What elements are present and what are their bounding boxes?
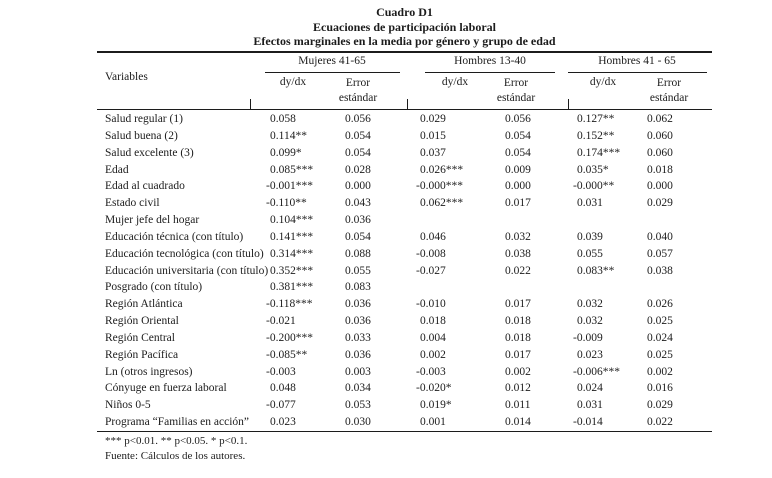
table-row [0,195,772,212]
row-value: 0.026*** [420,163,464,176]
row-value: 0.023 [270,416,296,429]
row-value: 0.029 [647,197,673,210]
row-value: 0.352*** [270,264,314,277]
row-value: 0.127** [577,113,615,125]
table-title-block [97,5,712,49]
row-variable: Edad [105,163,129,176]
table-row [0,128,772,145]
subheader-error-line2: estándar [649,92,689,104]
row-variable: Salud excelente (3) [105,146,194,159]
row-value: 0.053 [345,399,371,412]
column-divider-tick [568,99,569,109]
row-value: 0.056 [345,113,371,125]
row-value: -0.000*** [416,180,463,193]
table-row [0,212,772,229]
row-value: 0.017 [505,298,531,311]
row-variable: Estado civil [105,197,160,210]
row-value: 0.036 [345,315,371,328]
row-variable: Posgrado (con título) [105,281,203,294]
table-row [0,246,772,263]
significance-note: *** p<0.01. ** p<0.05. * p<0.1. [105,435,248,447]
row-value: 0.088 [345,247,371,260]
table-row [0,145,772,162]
table-row [0,414,772,431]
row-value: 0.054 [345,129,371,142]
row-value: -0.020* [416,382,452,395]
table-row [0,313,772,330]
table-row [0,296,772,313]
subheader-error-line1: Error [503,77,529,89]
row-value: 0.043 [345,197,371,210]
row-value: 0.039 [577,230,603,243]
row-value: -0.006*** [573,365,620,378]
row-variable: Salud buena (2) [105,129,178,142]
column-divider-tick [250,99,251,109]
row-value: 0.032 [577,315,603,328]
row-value: 0.034 [345,382,371,395]
row-value: 0.011 [505,399,531,412]
row-variable: Ln (otros ingresos) [105,365,193,378]
row-value: 0.018 [647,163,673,176]
row-value: 0.017 [505,197,531,210]
row-value: 0.314*** [270,247,314,260]
row-value: 0.028 [345,163,371,176]
row-variable: Educación tecnológica (con título) [105,247,264,260]
row-value: 0.174*** [577,146,621,159]
row-variable: Cónyuge en fuerza laboral [105,382,227,395]
table-top-rule [97,51,712,53]
variables-header: Variables [105,71,148,83]
table-row [0,347,772,364]
row-value: 0.048 [270,382,296,395]
row-variable: Mujer jefe del hogar [105,214,200,227]
row-value: 0.031 [577,399,603,412]
row-variable: Educación universitaria (con título) [105,264,269,277]
row-value: 0.003 [345,365,371,378]
row-value: 0.032 [577,298,603,311]
group1-underline [265,72,400,73]
row-value: 0.057 [647,247,673,260]
subheader-error-estandar [339,76,377,106]
row-value: 0.054 [345,230,371,243]
row-value: 0.054 [505,129,531,142]
subheader-dydx: dy/dx [441,76,469,88]
group-header-hombres-13-40: Hombres 13-40 [454,55,526,67]
table-row [0,229,772,246]
subheader-error-line1: Error [656,77,682,89]
row-value: 0.038 [505,247,531,260]
row-value: -0.077 [266,399,296,412]
table-row [0,397,772,414]
row-variable: Educación técnica (con título) [105,230,244,243]
row-value: 0.083 [345,281,371,294]
row-value: 0.058 [270,113,296,125]
row-value: 0.141*** [270,230,314,243]
group2-underline [425,72,555,73]
table-title: Ecuaciones de participación laboral [313,19,496,34]
row-value: 0.114** [270,129,307,142]
row-value: 0.040 [647,230,673,243]
table-row [0,279,772,296]
row-value: 0.029 [420,113,446,125]
row-value: 0.009 [505,163,531,176]
row-value: 0.030 [345,416,371,429]
row-variable: Región Central [105,331,175,344]
row-value: 0.038 [647,264,673,277]
row-value: 0.014 [505,416,531,429]
row-value: 0.018 [420,315,446,328]
row-value: 0.083** [577,264,615,277]
row-variable: Región Oriental [105,315,179,328]
subheader-dydx: dy/dx [589,76,617,88]
row-value: 0.036 [345,348,371,361]
table-row [0,380,772,397]
row-variable: Región Atlántica [105,298,183,311]
row-value: -0.014 [573,416,603,429]
row-variable: Región Pacífica [105,348,179,361]
row-value: 0.056 [505,113,531,125]
row-value: 0.060 [647,146,673,159]
subheader-error-line2: estándar [338,92,378,104]
row-value: 0.055 [577,247,603,260]
row-variable: Salud regular (1) [105,113,183,125]
row-variable: Edad al cuadrado [105,180,185,193]
row-value: 0.022 [505,264,531,277]
row-value: 0.024 [577,382,603,395]
row-value: 0.032 [505,230,531,243]
subheader-error-estandar [497,76,535,106]
subheader-error-line1: Error [345,77,371,89]
table-row [0,330,772,347]
row-value: 0.018 [505,315,531,328]
row-value: 0.019* [420,399,452,412]
row-value: 0.023 [577,348,603,361]
source-note: Fuente: Cálculos de los autores. [105,450,246,462]
row-value: 0.033 [345,331,371,344]
row-value: 0.026 [647,298,673,311]
row-value: 0.018 [505,331,531,344]
group3-underline [568,72,707,73]
header-bottom-rule [97,109,712,110]
row-value: 0.031 [577,197,603,210]
row-value: 0.022 [647,416,673,429]
table-row [0,162,772,179]
group-header-mujeres-41-65: Mujeres 41-65 [298,55,366,67]
row-value: 0.002 [420,348,446,361]
table-row [0,263,772,280]
row-value: -0.003 [416,365,446,378]
row-value: 0.000 [345,180,371,193]
row-value: 0.381*** [270,281,314,294]
row-value: 0.054 [505,146,531,159]
row-value: -0.027 [416,264,446,277]
row-value: 0.017 [505,348,531,361]
row-value: 0.085*** [270,163,314,176]
row-value: 0.025 [647,315,673,328]
table-row [0,111,772,128]
row-value: 0.062*** [420,197,464,210]
row-value: 0.002 [647,365,673,378]
row-value: 0.104*** [270,214,314,227]
row-value: 0.035* [577,163,609,176]
row-value: 0.001 [420,416,446,429]
table-row [0,178,772,195]
subheader-error-estandar [650,76,688,106]
subheader-dydx: dy/dx [279,76,307,88]
row-value: 0.054 [345,146,371,159]
row-value: -0.110** [266,197,307,210]
row-value: 0.099* [270,146,302,159]
row-value: 0.012 [505,382,531,395]
row-value: -0.085** [266,348,308,361]
row-value: 0.024 [647,331,673,344]
row-variable: Programa “Familias en acción” [105,416,250,429]
row-value: -0.010 [416,298,446,311]
table-bottom-rule [97,431,712,432]
row-value: 0.060 [647,129,673,142]
row-value: -0.008 [416,247,446,260]
row-value: -0.200*** [266,331,313,344]
table-subtitle: Efectos marginales en la media por género y grupo de edad [253,34,556,48]
row-value: 0.046 [420,230,446,243]
row-value: 0.025 [647,348,673,361]
row-value: 0.037 [420,146,446,159]
row-value: 0.062 [647,113,673,125]
row-value: 0.036 [345,214,371,227]
row-value: 0.015 [420,129,446,142]
row-value: 0.002 [505,365,531,378]
column-divider-tick [407,99,408,109]
row-value: -0.009 [573,331,603,344]
row-value: 0.036 [345,298,371,311]
row-value: 0.000 [505,180,531,193]
row-variable: Niños 0-5 [105,399,151,412]
row-value: 0.055 [345,264,371,277]
row-value: 0.004 [420,331,446,344]
row-value: -0.003 [266,365,296,378]
row-value: 0.016 [647,382,673,395]
row-value: 0.029 [647,399,673,412]
subheader-error-line2: estándar [496,92,536,104]
row-value: 0.152** [577,129,615,142]
row-value: -0.118*** [266,298,313,311]
group-header-hombres-41-65: Hombres 41 - 65 [598,55,676,67]
table-number: Cuadro D1 [376,5,433,19]
table-row [0,364,772,381]
row-value: -0.000** [573,180,615,193]
row-value: -0.001*** [266,180,313,193]
row-value: 0.000 [647,180,673,193]
row-value: -0.021 [266,315,296,328]
